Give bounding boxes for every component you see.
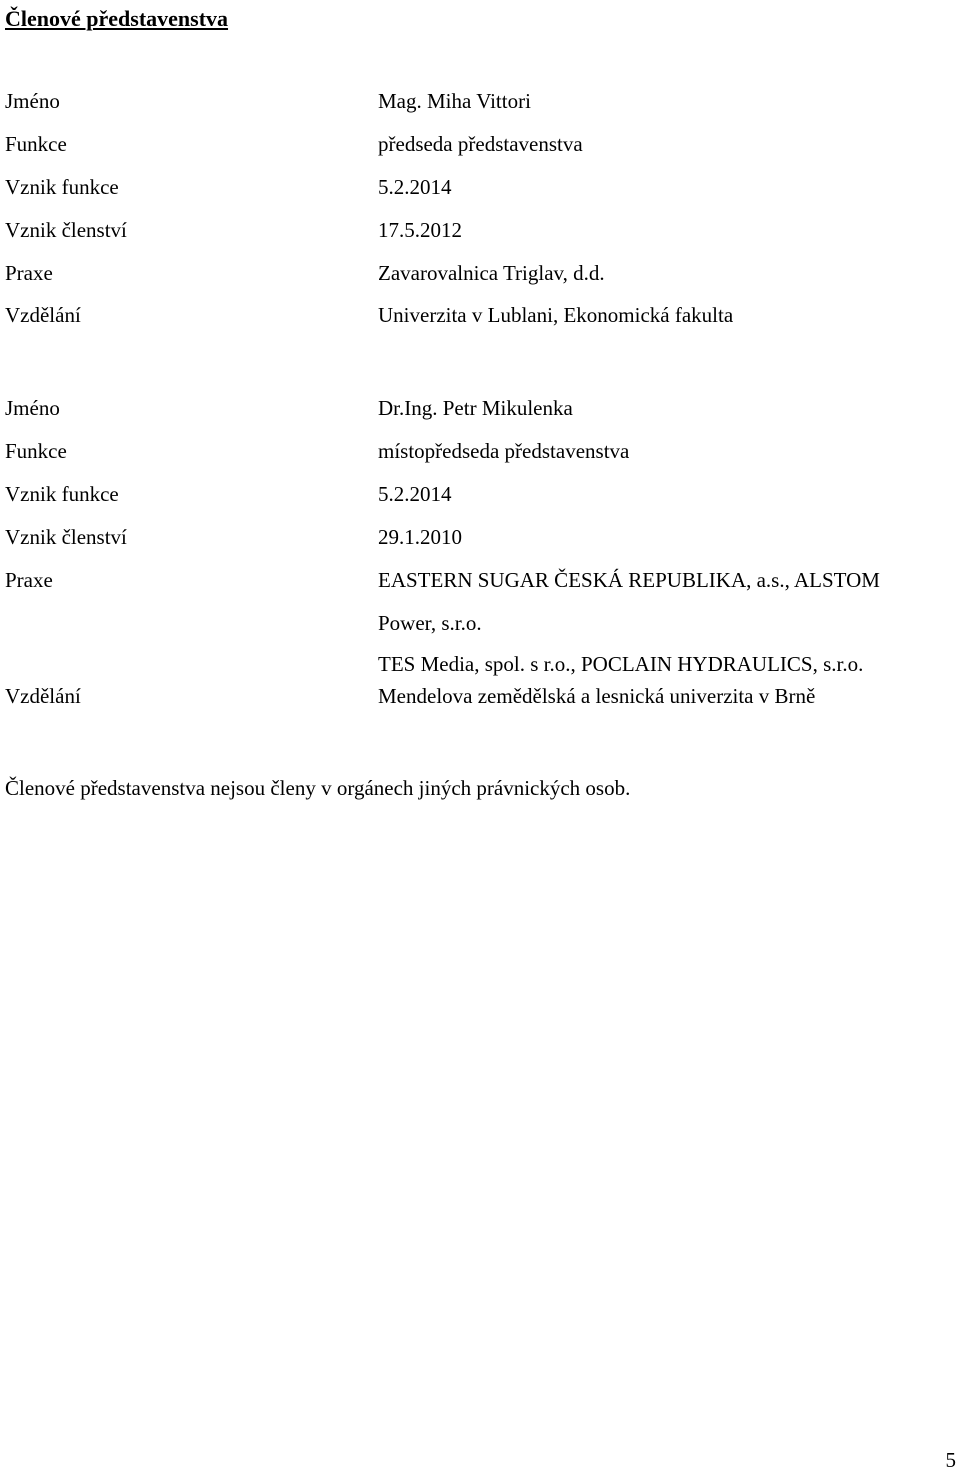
education-value: Mendelova zemědělská a lesnická univerzita v Brně [378, 684, 816, 708]
function-label: Funkce [5, 132, 67, 156]
function-start-label: Vznik funkce [5, 175, 119, 199]
membership-start-label: Vznik členství [5, 525, 127, 549]
section-heading: Členové představenstva [5, 6, 229, 31]
education-label: Vzdělání [5, 303, 81, 327]
practice-value-line-2: Power, s.r.o. [378, 611, 482, 635]
education-label: Vzdělání [5, 684, 81, 708]
practice-value-line-1: EASTERN SUGAR ČESKÁ REPUBLIKA, a.s., ALSTOM [378, 568, 880, 592]
function-start-value: 5.2.2014 [378, 482, 452, 506]
page-number: 5 [945, 1448, 956, 1472]
practice-label: Praxe [5, 261, 53, 285]
practice-value: Zavarovalnica Triglav, d.d. [378, 261, 605, 285]
practice-value-line-3: TES Media, spol. s r.o., POCLAIN HYDRAULICS, s.r.o. [378, 652, 864, 676]
name-value: Mag. Miha Vittori [378, 89, 531, 113]
practice-label: Praxe [5, 568, 53, 592]
name-value: Dr.Ing. Petr Mikulenka [378, 396, 573, 420]
statement-paragraph: Členové představenstva nejsou členy v orgánech jiných právnických osob. [5, 776, 631, 800]
membership-start-value: 29.1.2010 [378, 525, 462, 549]
function-value: místopředseda představenstva [378, 439, 630, 463]
membership-start-label: Vznik členství [5, 218, 127, 242]
function-start-value: 5.2.2014 [378, 175, 452, 199]
membership-start-value: 17.5.2012 [378, 218, 462, 242]
name-label: Jméno [5, 89, 60, 113]
function-label: Funkce [5, 439, 67, 463]
name-label: Jméno [5, 396, 60, 420]
function-start-label: Vznik funkce [5, 482, 119, 506]
education-value: Univerzita v Lublani, Ekonomická fakulta [378, 303, 734, 327]
function-value: předseda představenstva [378, 132, 583, 156]
